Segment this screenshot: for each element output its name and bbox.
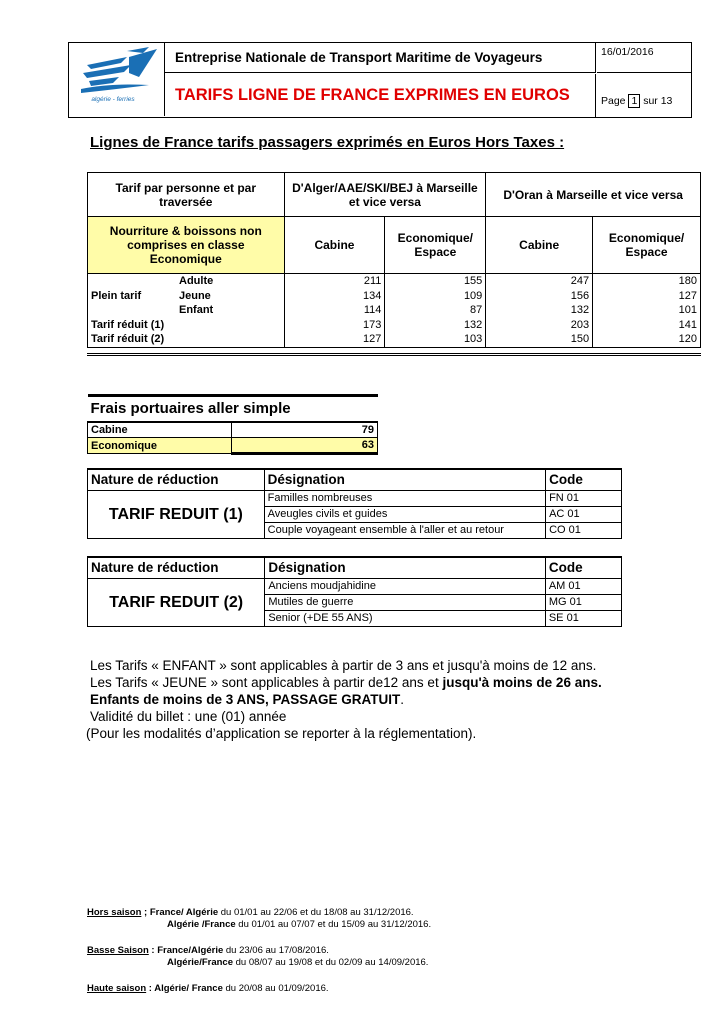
row-label xyxy=(88,332,285,347)
header-designation: Désignation xyxy=(265,557,546,579)
port-fees-title: Frais portuaires aller simple xyxy=(88,396,378,423)
designation-cell: Anciens moudjahidine xyxy=(265,579,546,595)
designation-cell: Mutiles de guerre xyxy=(265,595,546,611)
cell-oran-eco: 141 xyxy=(593,318,701,333)
cell-oran-eco: 101 xyxy=(593,303,701,318)
season-hors-dates2: du 01/01 au 07/07 et du 15/09 au 31/12/2016. xyxy=(235,919,432,930)
port-fee-eco-value: 63 xyxy=(231,438,377,454)
season-basse-line2 xyxy=(87,957,428,969)
row-group: Plein tarif xyxy=(91,289,142,302)
row-sublabel: Jeune xyxy=(179,289,211,302)
cell-alger-cabine: 114 xyxy=(284,303,385,318)
season-hors-route2: Algérie /France xyxy=(167,919,236,930)
row-label xyxy=(88,289,285,304)
reduction-1-name: TARIF REDUIT (1) xyxy=(88,491,265,539)
port-fee-cabine-label: Cabine xyxy=(88,422,232,438)
header-nourriture-note: Nourriture & boissons non comprises en classe Economique xyxy=(88,217,285,274)
reduction-2-table xyxy=(87,556,622,627)
designation-cell: Familles nombreuses xyxy=(264,491,545,507)
header-route-oran: D'Oran à Marseille et vice versa xyxy=(486,173,701,217)
note-validite: Validité du billet : une (01) année xyxy=(90,709,287,724)
logo-text: algérie - ferries xyxy=(91,96,135,103)
designation-cell: Aveugles civils et guides xyxy=(264,507,545,523)
header-oran-cabine: Cabine xyxy=(486,217,593,274)
page-total: sur 13 xyxy=(643,95,673,107)
season-haute xyxy=(87,983,329,995)
note-jeune xyxy=(90,674,602,691)
cell-alger-eco: 155 xyxy=(385,274,486,289)
page-number: 1 xyxy=(628,94,640,108)
header-nature: Nature de réduction xyxy=(88,469,265,491)
document-title: TARIFS LIGNE DE FRANCE EXPRIMES EN EUROS xyxy=(165,74,596,117)
season-hors-label: Hors saison xyxy=(87,907,142,918)
table-row xyxy=(88,318,701,333)
header-designation: Désignation xyxy=(264,469,545,491)
header-code: Code xyxy=(546,469,622,491)
algerie-ferries-logo-icon xyxy=(69,43,164,116)
cell-oran-eco: 120 xyxy=(593,332,701,347)
header-nature: Nature de réduction xyxy=(88,557,265,579)
season-hors-line1 xyxy=(87,907,431,919)
table-row xyxy=(88,438,378,454)
designation-cell: Couple voyageant ensemble à l'aller et au retour xyxy=(264,523,545,539)
cell-oran-cabine: 132 xyxy=(486,303,593,318)
company-name: Entreprise Nationale de Transport Maritime de Voyageurs xyxy=(165,43,596,73)
cell-oran-cabine: 150 xyxy=(486,332,593,347)
season-basse-dates2: du 08/07 au 19/08 et du 02/09 au 14/09/2016. xyxy=(233,957,429,968)
note-gratuit-end: . xyxy=(400,692,405,707)
port-fee-eco-label: Economique xyxy=(88,438,232,454)
cell-oran-cabine: 203 xyxy=(486,318,593,333)
code-cell: MG 01 xyxy=(545,595,621,611)
note-jeune-text: Les Tarifs « JEUNE » sont applicables à partir de12 ans et xyxy=(90,675,443,690)
page-indicator xyxy=(597,74,691,117)
table-row xyxy=(88,274,701,289)
port-fee-cabine-value: 79 xyxy=(231,422,377,438)
cell-alger-eco: 87 xyxy=(385,303,486,318)
season-basse-route1: : France/Algérie xyxy=(148,945,224,956)
season-hors-line2 xyxy=(87,919,431,931)
cell-alger-cabine: 173 xyxy=(284,318,385,333)
code-cell: FN 01 xyxy=(546,491,622,507)
season-hors-dates1: du 01/01 au 22/06 et du 18/08 au 31/12/2016. xyxy=(218,907,414,918)
header-oran-economique: Economique/ Espace xyxy=(593,217,701,274)
table-divider xyxy=(87,353,701,356)
season-basse-label: Basse Saison xyxy=(87,945,149,956)
season-hors-route1: ; France/ Algérie xyxy=(141,907,219,918)
row-group: Tarif réduit (2) xyxy=(91,333,165,345)
note-gratuit xyxy=(90,691,404,708)
season-basse-route2: Algérie/France xyxy=(167,957,233,968)
row-sublabel: Enfant xyxy=(179,304,214,316)
season-hors xyxy=(87,907,431,931)
cell-alger-cabine: 127 xyxy=(284,332,385,347)
row-label xyxy=(88,303,285,318)
table-row xyxy=(88,303,701,318)
row-sublabel: Adulte xyxy=(179,275,214,287)
document-date: 16/01/2016 xyxy=(597,43,691,73)
season-basse xyxy=(87,945,428,969)
note-jeune-bold: jusqu'à moins de 26 ans. xyxy=(442,675,602,690)
header-alger-economique: Economique/ Espace xyxy=(385,217,486,274)
note-gratuit-bold: Enfants de moins de 3 ANS, PASSAGE GRATUIT xyxy=(90,692,401,707)
season-haute-line1 xyxy=(87,983,329,995)
port-fees-table xyxy=(87,394,378,455)
cell-oran-cabine: 247 xyxy=(486,274,593,289)
reduction-2-name: TARIF REDUIT (2) xyxy=(88,579,265,627)
note-modalites: (Pour les modalités d’application se reporter à la réglementation). xyxy=(86,726,477,741)
table-row xyxy=(88,579,622,595)
table-row xyxy=(88,332,701,347)
document-header xyxy=(68,42,692,118)
code-cell: AC 01 xyxy=(546,507,622,523)
section-title: Lignes de France tarifs passagers exprimés en Euros Hors Taxes : xyxy=(90,134,565,151)
season-basse-line1 xyxy=(87,945,428,957)
code-cell: AM 01 xyxy=(545,579,621,595)
tariff-table xyxy=(87,172,701,348)
table-row xyxy=(88,491,622,507)
code-cell: SE 01 xyxy=(545,611,621,627)
designation-cell: Senior (+DE 55 ANS) xyxy=(265,611,546,627)
header-route-alger: D'Alger/AAE/SKI/BEJ à Marseille et vice versa xyxy=(284,173,486,217)
row-group: Tarif réduit (1) xyxy=(91,318,165,331)
header-tarif-person: Tarif par personne et par traversée xyxy=(88,173,285,217)
season-haute-label: Haute saison xyxy=(87,983,147,994)
company-logo xyxy=(69,43,165,116)
code-cell: CO 01 xyxy=(546,523,622,539)
table-row xyxy=(88,289,701,304)
page-label: Page xyxy=(601,95,626,107)
note-enfant: Les Tarifs « ENFANT » sont applicables à partir de 3 ans et jusqu'à moins de 12 ans. xyxy=(90,658,597,673)
cell-alger-cabine: 211 xyxy=(284,274,385,289)
cell-alger-eco: 109 xyxy=(385,289,486,304)
reduction-1-table xyxy=(87,468,622,539)
season-basse-dates1: du 23/06 au 17/08/2016. xyxy=(223,945,329,956)
cell-alger-eco: 103 xyxy=(385,332,486,347)
cell-oran-cabine: 156 xyxy=(486,289,593,304)
cell-oran-eco: 127 xyxy=(593,289,701,304)
season-haute-dates1: du 20/08 au 01/09/2016. xyxy=(222,983,329,994)
cell-alger-cabine: 134 xyxy=(284,289,385,304)
row-label xyxy=(88,318,285,333)
cell-oran-eco: 180 xyxy=(593,274,701,289)
season-haute-route1: : Algérie/ France xyxy=(146,983,223,994)
row-label xyxy=(88,274,285,289)
cell-alger-eco: 132 xyxy=(385,318,486,333)
table-row xyxy=(88,422,378,438)
header-code: Code xyxy=(545,557,621,579)
header-alger-cabine: Cabine xyxy=(284,217,385,274)
